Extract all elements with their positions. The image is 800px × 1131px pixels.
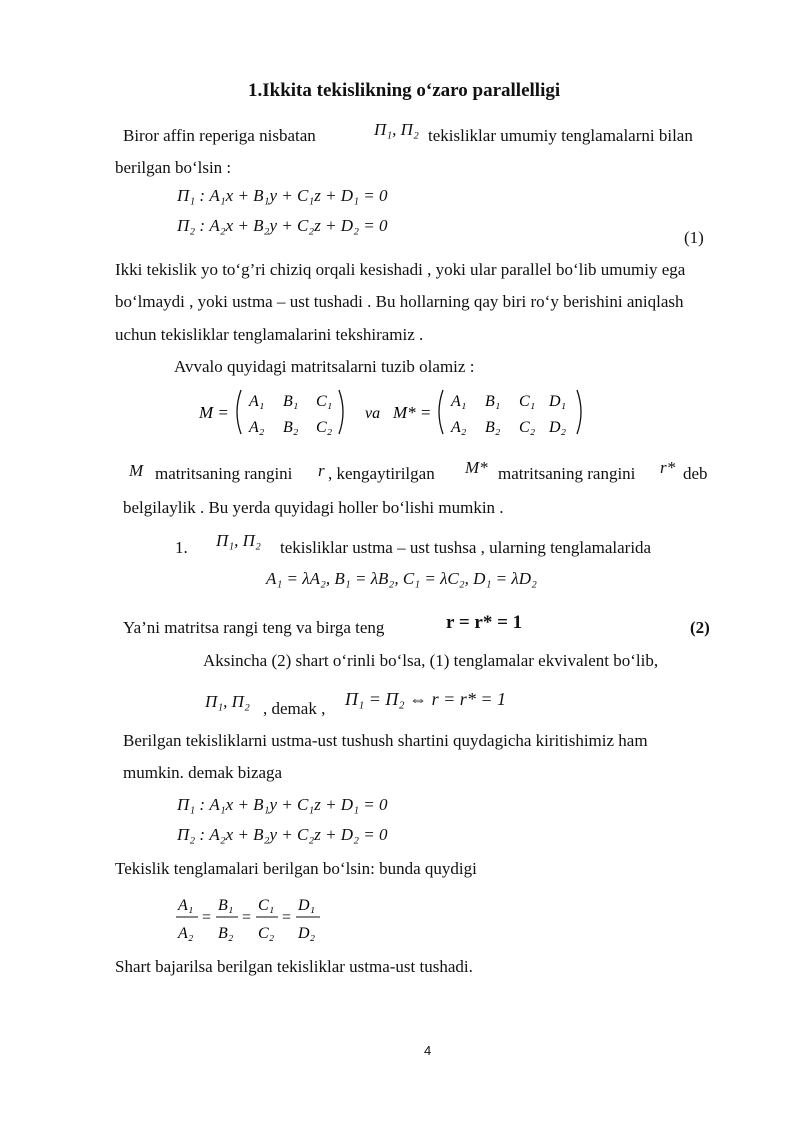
fraction-denominator: C₂ bbox=[258, 925, 275, 942]
equals-sign: = bbox=[202, 909, 212, 926]
system1-eq1: Π₁ : A₁x + B₁y + C₁z + D₁ = 0 bbox=[177, 186, 388, 205]
matrix-M-cell: A₁ bbox=[249, 393, 265, 410]
intro-text-c: berilgan bo‘lsin : bbox=[115, 158, 232, 177]
rank-rstar: r* bbox=[660, 458, 676, 477]
aksincha-line: Aksincha (2) shart o‘rinli bo‘lsa, (1) tenglamalar ekvivalent bo‘lib, bbox=[203, 651, 659, 670]
matrix-Mstar-right-paren bbox=[577, 390, 581, 434]
intro-text-b: tekisliklar umumiy tenglamalarni bilan bbox=[428, 126, 693, 145]
fraction-denominator: D₂ bbox=[298, 925, 316, 942]
intro-planes: Π₁, Π₂ bbox=[374, 120, 419, 139]
equals-sign: = bbox=[242, 909, 252, 926]
fraction-numerator: C₁ bbox=[258, 897, 275, 914]
matrix-M-cell: C₂ bbox=[316, 419, 333, 436]
matrix-M-label: M = bbox=[199, 403, 229, 422]
fraction-denominator: B₂ bbox=[218, 925, 234, 942]
matrix-M-cell: B₂ bbox=[283, 419, 299, 436]
case1-equation: A₁ = λA₂, B₁ = λB₂, C₁ = λC₂, D₁ = λD₂ bbox=[266, 569, 537, 588]
matrix-M-cell: C₁ bbox=[316, 393, 333, 410]
rank-Mstar: M* bbox=[465, 458, 488, 477]
matrix-Mstar-cell: C₁ bbox=[519, 393, 536, 410]
demak-equation: Π₁ = Π₂ ⇔ r = r* = 1 bbox=[345, 689, 506, 709]
matrix-Mstar-cell: C₂ bbox=[519, 419, 536, 436]
equation-label-2: (2) bbox=[690, 618, 710, 637]
para1-line1: Ikki tekislik yo to‘g’ri chiziq orqali kesishadi , yoki ular parallel bo‘lib umumiy ega bbox=[115, 260, 686, 279]
matrix-Mstar-cell: D₂ bbox=[549, 419, 567, 436]
rank-text-2: , kengaytirilgan bbox=[328, 464, 435, 483]
demak-planes: Π₁, Π₂ bbox=[205, 692, 250, 711]
rank-r: r bbox=[318, 461, 325, 480]
matrix-M-left-paren bbox=[237, 390, 241, 434]
case1-planes: Π₁, Π₂ bbox=[216, 531, 261, 550]
fraction-denominator: A₂ bbox=[178, 925, 194, 942]
matrix-Mstar-left-paren bbox=[439, 390, 443, 434]
berilgan-line1: Berilgan tekisliklarni ustma-ust tushush shartini quydagicha kiritishimiz ham bbox=[123, 731, 648, 750]
system2-eq1: Π₁ : A₁x + B₁y + C₁z + D₁ = 0 bbox=[177, 795, 388, 814]
matrix-M-right-paren bbox=[339, 390, 343, 434]
yani-equation: r = r* = 1 bbox=[446, 612, 523, 633]
demak-text: , demak , bbox=[263, 699, 326, 718]
matrix-Mstar-cell: B₂ bbox=[485, 419, 501, 436]
matrix-Mstar-cell: B₁ bbox=[485, 393, 501, 410]
case1-number: 1. bbox=[175, 538, 188, 557]
tekislik-line: Tekislik tenglamalari berilgan bo‘lsin: bunda quydigi bbox=[115, 859, 477, 878]
matrix-Mstar-label: M* = bbox=[393, 403, 432, 422]
matrix-M-cell: B₁ bbox=[283, 393, 299, 410]
fraction-numerator: A₁ bbox=[178, 897, 194, 914]
rank-text-1: matritsaning rangini bbox=[155, 464, 293, 483]
rank-text-4: deb bbox=[683, 464, 708, 483]
berilgan-line2: mumkin. demak bizaga bbox=[123, 763, 283, 782]
shart-line: Shart bajarilsa berilgan tekisliklar ustma-ust tushadi. bbox=[115, 957, 473, 976]
fraction-chain bbox=[174, 890, 334, 946]
intro-text-a: Biror affin reperiga nisbatan bbox=[123, 126, 316, 145]
fraction-numerator: D₁ bbox=[298, 897, 316, 914]
para1-line3: uchun tekisliklar tenglamalarini tekshiramiz . bbox=[115, 325, 424, 344]
matrix-Mstar-cell: A₁ bbox=[451, 393, 467, 410]
fraction-numerator: B₁ bbox=[218, 897, 234, 914]
matrices-block bbox=[195, 384, 595, 440]
system2-eq2: Π₂ : A₂x + B₂y + C₂z + D₂ = 0 bbox=[177, 825, 388, 844]
avvalo-line: Avvalo quyidagi matritsalarni tuzib olamiz : bbox=[174, 357, 475, 376]
equation-label-1: (1) bbox=[684, 228, 704, 247]
equals-sign: = bbox=[282, 909, 292, 926]
rank-line2: belgilaylik . Bu yerda quyidagi holler bo‘lishi mumkin . bbox=[123, 498, 504, 517]
yani-text: Ya’ni matritsa rangi teng va birga teng bbox=[123, 618, 385, 637]
matrix-Mstar-cell: D₁ bbox=[549, 393, 567, 410]
case1-text: tekisliklar ustma – ust tushsa , ularning tenglamalarida bbox=[280, 538, 652, 557]
matrix-M-cell: A₂ bbox=[249, 419, 265, 436]
page-title: 1.Ikkita tekislikning o‘zaro parallelligi bbox=[248, 80, 561, 101]
va-word: va bbox=[365, 405, 381, 422]
page-number: 4 bbox=[424, 1043, 432, 1058]
para1-line2: bo‘lmaydi , yoki ustma – ust tushadi . Bu hollarning qay biri ro‘y berishini aniqlash bbox=[115, 292, 684, 311]
system1-eq2: Π₂ : A₂x + B₂y + C₂z + D₂ = 0 bbox=[177, 216, 388, 235]
rank-text-3: matritsaning rangini bbox=[498, 464, 636, 483]
matrix-Mstar-cell: A₂ bbox=[451, 419, 467, 436]
rank-M: M bbox=[129, 461, 144, 480]
